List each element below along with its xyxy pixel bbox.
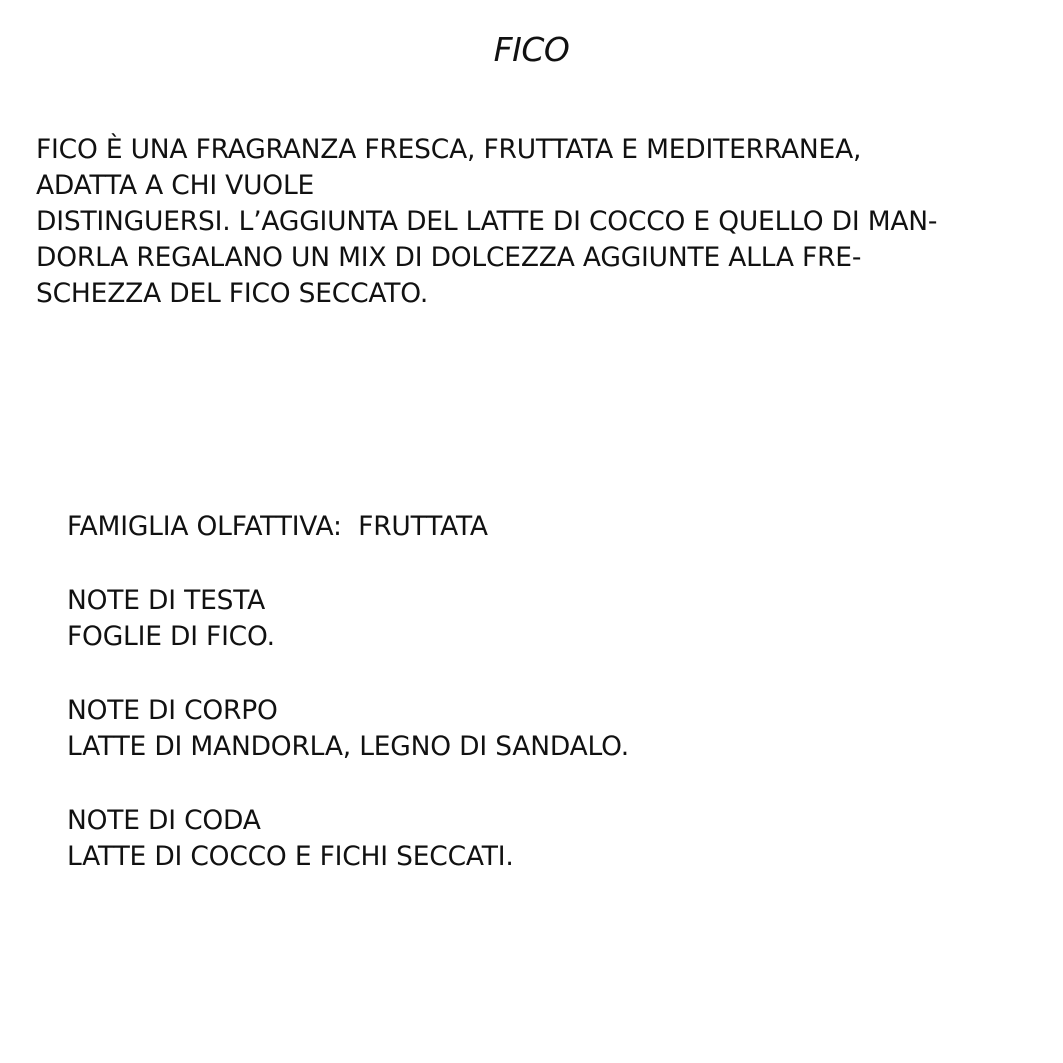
description-line: ADATTA A CHI VUOLE — [36, 170, 315, 201]
olfactory-family: FAMIGLIA OLFATTIVA: FRUTTATA — [67, 511, 488, 542]
top-notes-heading: NOTE DI TESTA — [67, 585, 266, 616]
spacer — [67, 765, 1027, 803]
description-line: DORLA REGALANO UN MIX DI DOLCEZZA AGGIUNTE ALLA FRE- — [36, 242, 862, 273]
top-notes-value: FOGLIE DI FICO. — [67, 621, 275, 652]
heart-notes-heading: NOTE DI CORPO — [67, 695, 278, 726]
base-notes-heading: NOTE DI CODA — [67, 805, 261, 836]
description-line: FICO È UNA FRAGRANZA FRESCA, FRUTTATA E MEDITERRANEA, — [36, 134, 862, 165]
base-notes-value: LATTE DI COCCO E FICHI SECCATI. — [67, 841, 514, 872]
olfactory-notes — [67, 509, 1027, 875]
heart-notes-value: LATTE DI MANDORLA, LEGNO DI SANDALO. — [67, 731, 629, 762]
spacer — [67, 545, 1027, 583]
spacer — [67, 655, 1027, 693]
description-line: DISTINGUERSI. L’AGGIUNTA DEL LATTE DI COCCO E QUELLO DI MAN- — [36, 206, 938, 237]
page-title: FICO — [493, 30, 570, 69]
description-line: SCHEZZA DEL FICO SECCATO. — [36, 278, 429, 309]
description-paragraph — [36, 132, 1036, 312]
